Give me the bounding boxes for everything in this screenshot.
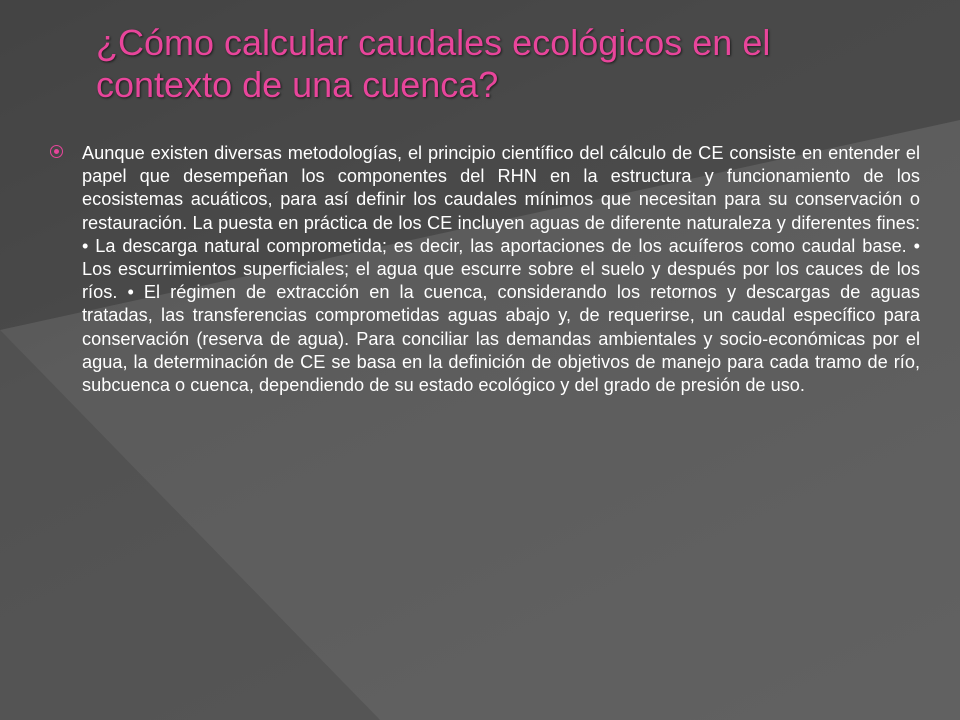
bullet-circle-icon — [50, 145, 63, 158]
bullet-text: Aunque existen diversas metodologías, el principio científico del cálculo de CE consiste en entender el papel que desempeñan los componentes del RHN en la estructura y funcionamiento de los ecosistemas acuáticos, para así definir los caudales mínimos que necesitan para su conservación o restauración. La puesta en práctica de los CE incluyen aguas de diferente naturaleza y diferentes fines: • La descarga natural comprometida; es decir, las aportaciones de los acuíferos como caudal base. • Los escurrimientos superficiales; el agua que escurre sobre el suelo y después por los cauces de los ríos. • El régimen de extracción en la cuenca, considerando los retornos y descargas de aguas tratadas, las transferencias comprometidas aguas abajo y, de requerirse, un caudal específico para conservación (reserva de agua). Para conciliar las demandas ambientales y socio-económicas por el agua, la determinación de CE se basa en la definición de objetivos de manejo para cada tramo de río, subcuenca o cuenca, dependiendo de su estado ecológico y del grado de presión de uso. — [82, 143, 920, 396]
slide-title: ¿Cómo calcular caudales ecológicos en el contexto de una cuenca? — [96, 22, 771, 105]
bullet-item — [50, 142, 920, 397]
